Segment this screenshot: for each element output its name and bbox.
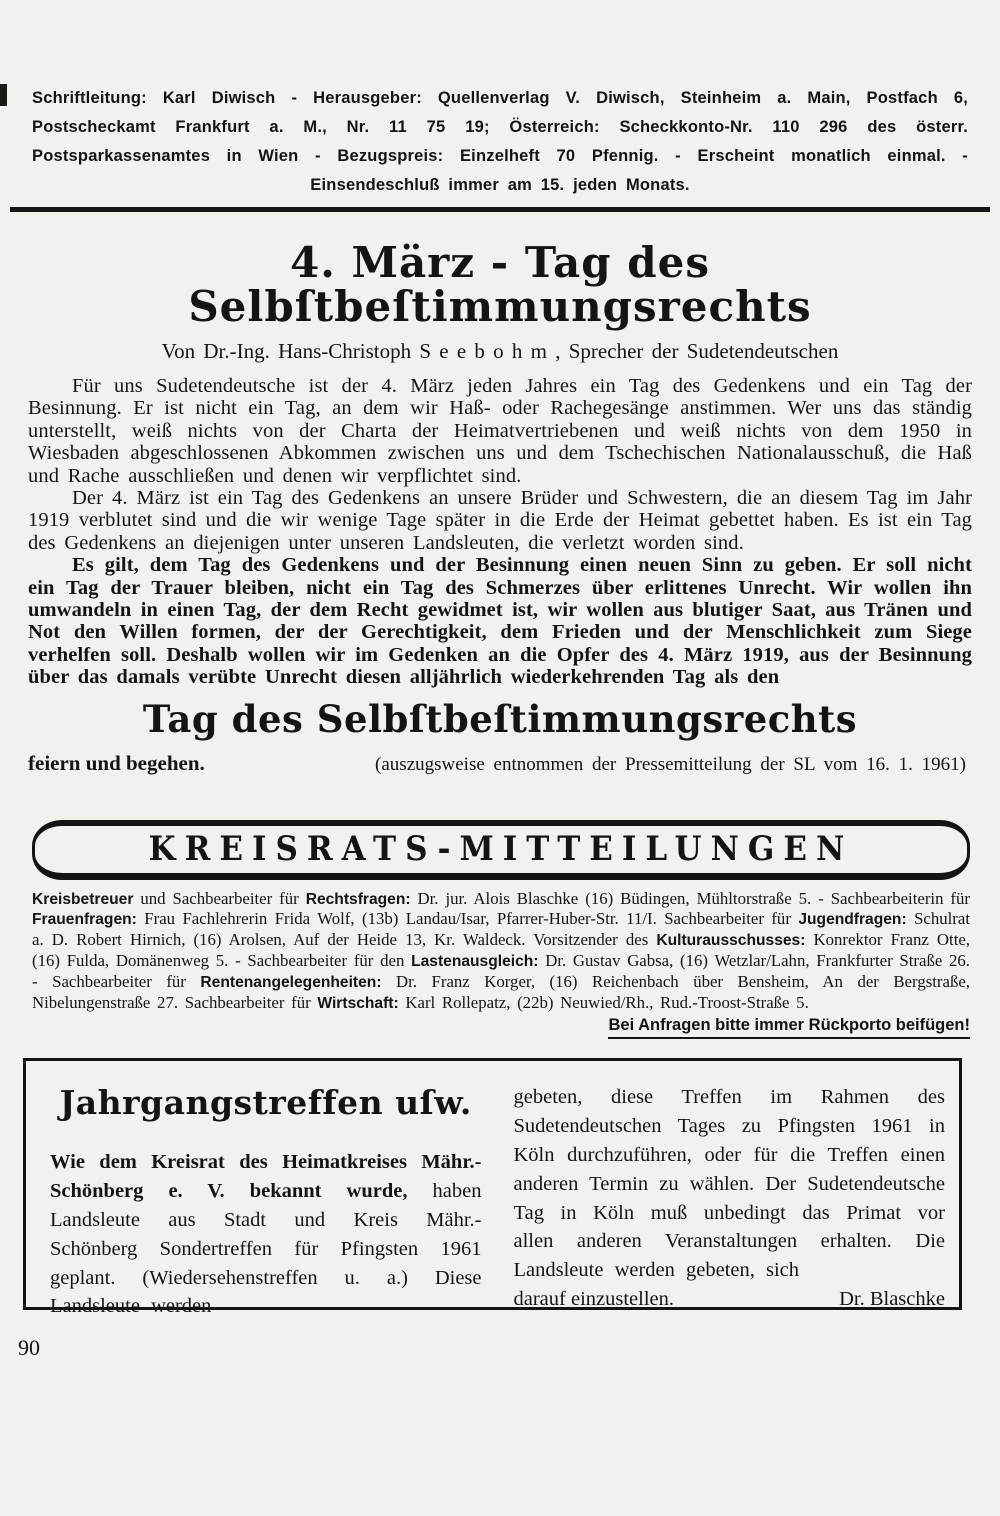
masthead-divider-rule bbox=[10, 207, 990, 212]
article-closing-phrase: feiern und begehen. bbox=[28, 750, 205, 775]
article-paragraph-1: Für uns Sudetendeutsche ist der 4. März jeden Jahres ein Tag des Gedenkens und ein Tag der Besinnung. Er ist nicht ein Tag, an dem wir Haß- oder Rachegesänge anstimmen. Wer uns das ständig unterstellt, weiß nichts von der Charta der Heimatvertriebenen und weiß nichts von dem 1950 in Wiesbaden abgeschlossenen Abkommen zwischen uns und dem Tschechischen Nationalausschuß, die Haß und Rache ausschließen und denen wir verpflichtet sind. bbox=[28, 375, 972, 487]
jahrgangstreffen-box bbox=[23, 1058, 962, 1318]
jahrgangstreffen-right-paragraph: gebeten, diese Treffen im Rahmen des Sudetendeutschen Tages zu Pfingsten 1961 in Köln durchzuführen, oder für die Treffen einen anderen Termin zu wählen. Der Sudetendeutsche Tag in Köln muß unbedingt das Primat vor allen anderen Veranstaltungen erhalten. Die Landsleute werden gebeten, sich bbox=[513, 1086, 945, 1282]
rueckporto-note: Bei Anfragen bitte immer Rückporto beifügen! bbox=[608, 1016, 970, 1039]
kreisrat-contacts-paragraph: Kreisbetreuer und Sachbearbeiter für Rechtsfragen: Dr. jur. Alois Blaschke (16) Büdingen, Mühltorstraße 5. - Sachbearbeiterin für Frauenfragen: Frau Fachlehrerin Frida Wolf, (13b) Landau/Isar, Pfarrer-Huber-Str. 11/I. Sachbearbeiter für Jugendfragen: Schulrat a. D. Robert Hirnich, (16) Arolsen, Auf der Heide 13, Kr. Waldeck. Vorsitzender des Kulturausschusses: Konrektor Franz Otte, (16) Fulda, Domänenweg 5. - Sachbearbeiter für den Lastenausgleich: Dr. Gustav Gabsa, (16) Wetzlar/Lahn, Frankfurter Straße 26. - Sachbearbeiter für Rentenangelegenheiten: Dr. Franz Korger, (16) Reichenbach über Bensheim, An der Bergstraße, Nibelungenstraße 27. Sachbearbeiter für Wirtschaft: Karl Rollepatz, (22b) Neuwied/Rh., Rud.-Troost-Straße 5. bbox=[32, 888, 970, 1012]
article-paragraph-2: Der 4. März ist ein Tag des Gedenkens an unsere Brüder und Schwestern, die an diesem Tag im Jahr 1919 verblutet sind und die wir wenige Tage später in die Erde der Heimat gebettet haben. Es ist ein Tag des Gedenkens an diejenigen unter unseren Landsleuten, die verletzt worden sind. bbox=[28, 487, 972, 554]
article-body bbox=[28, 375, 972, 689]
kreisrat-banner-title: KREISRATS-MITTEILUNGEN bbox=[148, 829, 854, 869]
jahrgangstreffen-left-column bbox=[50, 1061, 498, 1318]
article-closing-row bbox=[28, 746, 972, 776]
jahrgangstreffen-right-column bbox=[498, 1061, 946, 1311]
rueckporto-row bbox=[32, 1016, 970, 1039]
article-source-note: (auszugsweise entnommen der Pressemitteilung der SL vom 16. 1. 1961) bbox=[375, 753, 966, 775]
page-number: 90 bbox=[18, 1335, 40, 1361]
jahrgangstreffen-heading: Jahrgangstreffen uſw. bbox=[59, 1083, 472, 1123]
signature-line-left: darauf einzustellen. bbox=[513, 1288, 675, 1311]
jahrgangstreffen-left-paragraph: Wie dem Kreisrat des Heimatkreises Mähr.-Schönberg e. V. bekannt wurde, haben Landsleute aus Stadt und Kreis Mähr.-Schönberg Sondertreffen für Pfingsten 1961 geplant. (Wiedersehenstreffen u. a.) Diese Landsleute werden bbox=[50, 1151, 482, 1318]
scan-artifact bbox=[0, 84, 7, 106]
article-title: 4. März - Tag des Selbſtbeſtimmungsrechts bbox=[188, 238, 812, 331]
masthead-imprint: Schriftleitung: Karl Diwisch - Herausgeber: Quellenverlag V. Diwisch, Steinheim a. Main, Postfach 6, Postscheckamt Frankfurt a. M., Nr. 11 75 19; Österreich: Scheckkonto-Nr. 110 296 des österr. Postsparkassenamtes in Wien - Bezugspreis: Einzelheft 70 Pfennig. - Erscheint monatlich einmal. - Einsendeschluß immer am 15. jeden Monats. bbox=[32, 89, 968, 194]
article-slogan-headline: Tag des Selbſtbeſtimmungsrechts bbox=[142, 696, 858, 741]
kreisrat-banner-box bbox=[32, 820, 970, 880]
signature-row bbox=[514, 1285, 946, 1314]
signature-author: Dr. Blaschke bbox=[839, 1288, 945, 1311]
article-byline: Von Dr.-Ing. Hans-Christoph S e e b o h m , Sprecher der Sudetendeutschen bbox=[161, 339, 839, 363]
article-paragraph-3: Es gilt, dem Tag des Gedenkens und der Besinnung einen neuen Sinn zu geben. Er soll nicht ein Tag der Trauer bleiben, nicht ein Tag des Schmerzes über erlittenes Unrecht. Wir wollen ihn umwandeln in einen Tag, der dem Recht gewidmet ist, wir wollen aus blutiger Saat, aus Tränen und Not den Willen formen, der der Gerechtigkeit, dem Frieden und der Menschlichkeit zum Siege verhelfen soll. Deshalb wollen wir im Gedenken an die Opfer des 4. März 1919, aus der Besinnung über das damals verübte Unrecht diesen alljährlich wiederkehrenden Tag als den bbox=[28, 554, 972, 689]
